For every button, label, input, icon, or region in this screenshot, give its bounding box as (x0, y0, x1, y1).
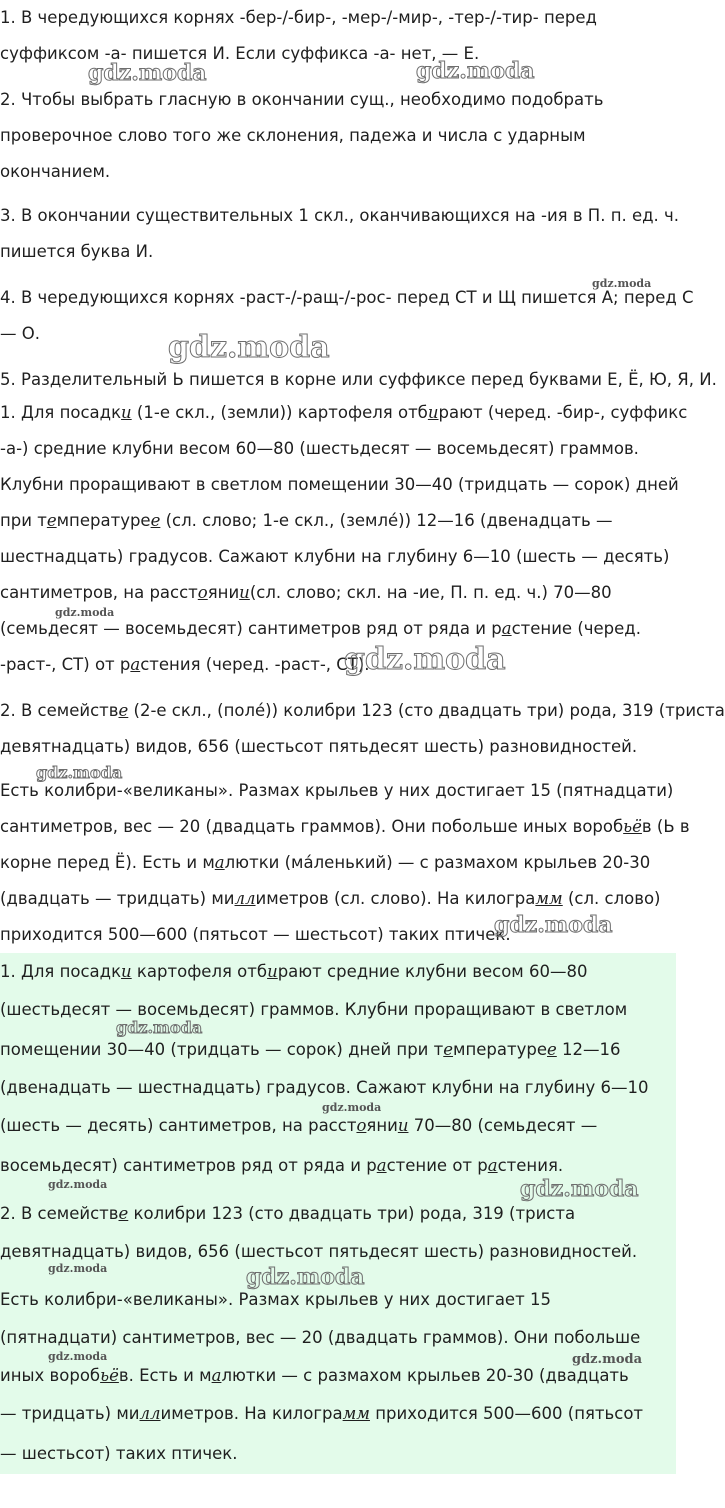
part1-line (0, 583, 612, 603)
text-segment: Клубни проращивают в светлом помещении 30—40 (тридцать — сорок) дней (0, 475, 679, 494)
text-segment: лютки (ма́ленький) — с размахом крыльев 20-30 (224, 853, 651, 872)
part2-line (0, 1290, 551, 1310)
marked-letter: и (427, 403, 439, 422)
marked-letter: и (121, 403, 132, 422)
text-segment: (сл. слово) (562, 889, 661, 908)
text-segment: 2. В семейств (0, 1204, 119, 1223)
text-segment: приходится 500—600 (пятьсот (369, 1404, 644, 1423)
text-segment: 3. В окончании существительных 1 скл., оканчивающихся на -ия в П. п. ед. ч. (0, 206, 680, 225)
part2-line (0, 1204, 575, 1224)
text-segment: 70—80 (семьдесят — (408, 1116, 598, 1135)
text-segment: 5. Разделительный Ь пишется в корне или суффиксе перед буквами Е, Ё, Ю, Я, И. (0, 370, 717, 389)
watermark-logo: gdz.moda (55, 606, 115, 619)
watermark-logo: gdz.moda (48, 1262, 108, 1275)
text-segment: (сл. слово; 1-е скл., (земле́)) 12—16 (двенадцать — (160, 511, 613, 530)
text-segment: 1. В чередующихся корнях -бер-/-бир-, -мер-/-мир-, -тер-/-тир- перед (0, 8, 597, 27)
text-segment: девятнадцать) видов, 656 (шестьсот пятьдесят шесть) разновидностей. (0, 737, 638, 756)
text-segment: (сл. слово; скл. на -ие, П. п. ед. ч.) 70—80 (249, 583, 612, 602)
rules-line (0, 162, 110, 182)
text-segment: яни (366, 1116, 398, 1135)
text-segment: иных вороб (0, 1366, 101, 1385)
text-segment: стение (черед. (511, 619, 641, 638)
watermark-logo: gdz.moda (36, 763, 123, 782)
rules-line (0, 324, 40, 344)
rules-line (0, 44, 479, 64)
text-segment: проверочное слово того же склонения, падежа и числа с ударным (0, 126, 586, 145)
text-segment: приходится 500—600 (пятьсот — шестьсот) таких птичек. (0, 925, 511, 944)
part1-line (0, 439, 639, 459)
text-segment: (пятнадцати) сантиметров, вес — 20 (двадцать граммов). Они побольше (0, 1328, 641, 1347)
text-segment: (2-е скл., (поле́)) колибри 123 (сто двадцать три) рода, 319 (триста (128, 701, 725, 720)
rules-line (0, 370, 717, 390)
rules-line (0, 126, 586, 146)
text-segment: (1-е скл., (земли)) картофеля отб (131, 403, 428, 422)
text-segment: (двенадцать — шестнадцать) градусов. Сажают клубни на глубину 6—10 (0, 1078, 649, 1097)
part2-line (0, 1366, 629, 1386)
text-segment: стение от р (386, 1156, 488, 1175)
text-segment: иметров (сл. слово). На килогра (255, 889, 536, 908)
marked-letter: ьё (100, 1366, 119, 1385)
text-segment: (шесть — десять) сантиметров, на расст (0, 1116, 357, 1135)
text-segment: суффиксом -а- пишется И. Если суффикса -а- нет, — Е. (0, 44, 480, 63)
text-segment: 4. В чередующихся корнях -раст-/-ращ-/-рос- перед СТ и Щ пишется А; перед С (0, 288, 694, 307)
part1-line (0, 511, 612, 531)
marked-letter: и (121, 962, 132, 981)
rules-line (0, 242, 153, 262)
part1-line (0, 475, 679, 495)
part1-line (0, 853, 650, 873)
marked-letter: е (547, 1040, 557, 1059)
text-segment: корне перед Ё). Есть и м (0, 853, 215, 872)
part2-line (0, 1444, 238, 1464)
text-segment: картофеля отб (131, 962, 268, 981)
rules-line (0, 288, 694, 308)
marked-letter: е (150, 511, 161, 530)
text-segment: -а-) средние клубни весом 60—80 (шестьдесят — восемьдесят) граммов. (0, 439, 639, 458)
text-segment: (семьдесят — восемьдесят) сантиметров ряд от ряда и р (0, 619, 502, 638)
text-segment: — тридцать) ми (0, 1404, 140, 1423)
text-segment: стения (черед. -раст-, СТ). (140, 655, 370, 674)
text-segment: девятнадцать) видов, 656 (шестьсот пятьдесят шесть) разновидностей. (0, 1242, 638, 1261)
text-segment: стения. (497, 1156, 564, 1175)
text-segment: в (Ь в (641, 817, 690, 836)
part1-line (0, 701, 725, 721)
marked-letter: е (46, 511, 57, 530)
text-segment: пишется буква И. (0, 242, 154, 261)
text-segment: яни (207, 583, 240, 602)
watermark-logo: gdz.moda (48, 1178, 108, 1191)
text-segment: рают (черед. -бир-, суффикс (438, 403, 688, 422)
text-segment: — шестьсот) таких птичек. (0, 1444, 238, 1463)
text-segment: Есть колибри-«великаны». Размах крыльев у них достигает 15 (пятнадцати) (0, 781, 674, 800)
part2-line (0, 1040, 621, 1060)
marked-letter: е (118, 1204, 129, 1223)
watermark-logo: gdz.moda (494, 912, 613, 938)
part1-line (0, 817, 690, 837)
text-segment: мпературе (453, 1040, 548, 1059)
text-segment: сантиметров, на расст (0, 583, 198, 602)
marked-letter: е (118, 701, 129, 720)
marked-letter: мм (535, 889, 563, 908)
watermark-logo: gdz.moda (416, 58, 535, 84)
marked-letter: о (356, 1116, 367, 1135)
watermark-logo: gdz.moda (322, 1101, 382, 1114)
watermark-logo: gdz.moda (592, 277, 652, 290)
rules-line (0, 90, 603, 110)
part2-line (0, 1242, 637, 1262)
marked-letter: и (397, 1116, 409, 1135)
text-segment: восемьдесят) сантиметров ряд от ряда и р (0, 1156, 377, 1175)
marked-letter: а (214, 853, 225, 872)
marked-letter: и (267, 962, 278, 981)
marked-letter: лл (234, 889, 256, 908)
part1-line (0, 619, 641, 639)
text-segment: сантиметров, вес — 20 (двадцать граммов). Они побольше иных вороб (0, 817, 624, 836)
text-segment: 12—16 (556, 1040, 621, 1059)
marked-letter: о (197, 583, 208, 602)
text-segment: — О. (0, 324, 40, 343)
text-segment: иметров. На килогра (160, 1404, 343, 1423)
text-segment: помещении 30—40 (тридцать — сорок) дней при т (0, 1040, 444, 1059)
part1-line (0, 655, 370, 675)
part1-line (0, 737, 637, 757)
marked-letter: и (239, 583, 250, 602)
part1-line (0, 781, 673, 801)
text-segment: -раст-, СТ) от р (0, 655, 131, 674)
part2-line (0, 1078, 648, 1098)
text-segment: (шестьдесят — восемьдесят) граммов. Клубни проращивают в светлом (0, 1000, 628, 1019)
marked-letter: а (501, 619, 512, 638)
part1-line (0, 403, 687, 423)
text-segment: Есть колибри-«великаны». Размах крыльев у них достигает 15 (0, 1290, 551, 1309)
part2-line (0, 1404, 643, 1424)
part1-line (0, 925, 511, 945)
marked-letter: а (376, 1156, 387, 1175)
text-segment: при т (0, 511, 47, 530)
text-segment: мпературе (56, 511, 151, 530)
marked-letter: а (130, 655, 141, 674)
marked-letter: а (487, 1156, 498, 1175)
part2-line (0, 1000, 627, 1020)
marked-letter: лл (139, 1404, 161, 1423)
text-segment: колибри 123 (сто двадцать три) рода, 319 (триста (128, 1204, 576, 1223)
text-segment: (двадцать — тридцать) ми (0, 889, 235, 908)
part2-line (0, 1156, 563, 1176)
text-segment: 1. Для посадк (0, 403, 122, 422)
marked-letter: ьё (623, 817, 642, 836)
marked-letter: мм (342, 1404, 370, 1423)
watermark-logo: gdz.moda (344, 642, 506, 677)
text-segment: 2. В семейств (0, 701, 119, 720)
text-segment: в. Есть и м (118, 1366, 212, 1385)
rules-line (0, 206, 679, 226)
watermark-logo: gdz.moda (48, 1350, 108, 1363)
text-segment: лютки — с размахом крыльев 20-30 (двадцать (221, 1366, 629, 1385)
marked-letter: а (211, 1366, 222, 1385)
part1-line (0, 547, 669, 567)
rules-line (0, 8, 597, 28)
text-segment: 2. Чтобы выбрать гласную в окончании сущ., необходимо подобрать (0, 90, 604, 109)
part2-line (0, 1116, 597, 1136)
watermark-logo: gdz.moda (572, 1352, 643, 1367)
watermark-logo: gdz.moda (168, 330, 330, 365)
watermark-logo: gdz.moda (88, 60, 207, 86)
text-segment: шестнадцать) градусов. Сажают клубни на глубину 6—10 (шесть — десять) (0, 547, 670, 566)
part1-line (0, 889, 661, 909)
text-segment: рают средние клубни весом 60—80 (277, 962, 588, 981)
text-segment: 1. Для посадк (0, 962, 122, 981)
marked-letter: е (443, 1040, 454, 1059)
part2-line (0, 1328, 640, 1348)
part2-line (0, 962, 587, 982)
text-segment: окончанием. (0, 162, 111, 181)
